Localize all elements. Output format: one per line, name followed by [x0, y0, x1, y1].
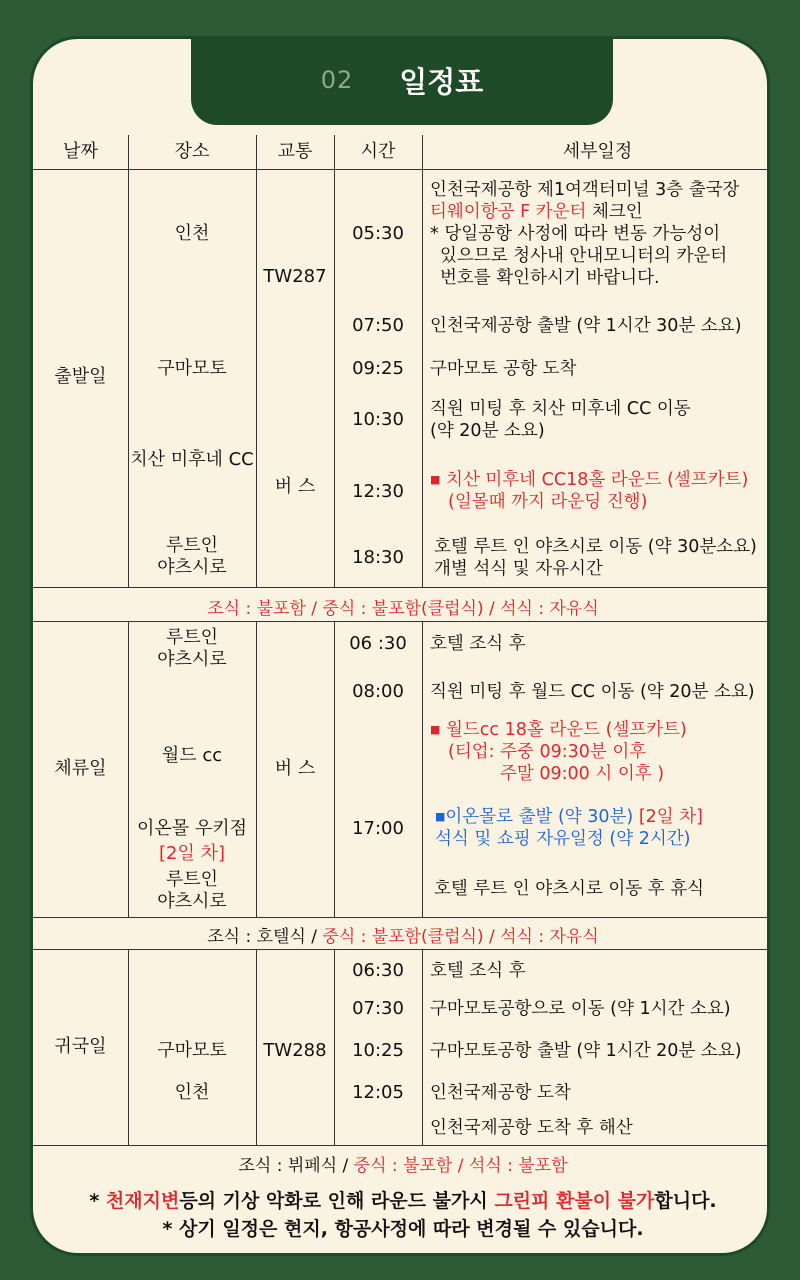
notice-change: * 상기 일정은 현지, 항공사정에 따라 변경될 수 있습니다.: [162, 1218, 644, 1240]
meal-info: [33, 1151, 770, 1176]
time: 05:30: [352, 223, 404, 244]
square-bullet-icon: ■: [430, 473, 441, 486]
time: 12:05: [352, 1082, 404, 1103]
notice-text: 합니다.: [654, 1190, 717, 1212]
place: 월드 cc: [161, 745, 223, 766]
col-header-time: 시간: [360, 141, 396, 162]
transport: TW288: [263, 1040, 327, 1061]
divider: [33, 587, 770, 588]
detail-line: 석식 및 쇼핑 자유일정 (약 2시간): [435, 829, 691, 849]
transport: 버 스: [274, 758, 316, 779]
detail-text: 이온몰로 출발 (약 30분): [445, 807, 634, 827]
divider: [33, 949, 770, 950]
detail-line: 직원 미팅 후 치산 미후네 CC 이동: [430, 399, 691, 419]
divider: [33, 917, 770, 918]
time: 12:30: [352, 481, 404, 502]
place-line: 야츠시로: [157, 649, 227, 670]
notice-highlight: 천재지변: [105, 1190, 180, 1212]
time: 18:30: [352, 547, 404, 568]
meal-text: 중식 : 불포함 / 석식 : 불포함: [353, 1156, 568, 1176]
time: 07:50: [352, 315, 404, 336]
detail-line: 구마모토공항 출발 (약 1시간 20분 소요): [430, 1041, 742, 1061]
time: 08:00: [352, 681, 404, 702]
notice-text: 등의 기상 악화로 인해 라운드 불가시: [179, 1190, 495, 1212]
detail-line: 구마모토 공항 도착: [430, 359, 577, 379]
place-line: 야츠시로: [157, 891, 227, 912]
notice-highlight: 그린피 환불이 불가: [494, 1190, 655, 1212]
detail-badge: [2일 차]: [638, 807, 704, 827]
time: 17:00: [352, 818, 404, 839]
detail-block: [430, 179, 739, 289]
place-line: 루트인: [165, 535, 219, 556]
place: 인천: [174, 1082, 210, 1103]
day-label: 체류일: [54, 758, 107, 779]
meal-text: 중식 : 불포함(클럽식) / 석식 : 자유식: [322, 927, 599, 947]
detail-line: [430, 201, 739, 223]
meal-info: [33, 922, 770, 947]
detail-text: 치산 미후네 CC18홀 라운드 (셀프카트): [445, 470, 749, 490]
place: 치산 미후네 CC: [130, 449, 254, 470]
transport: TW287: [263, 266, 327, 287]
place: 구마모토: [157, 358, 227, 379]
square-bullet-icon: ■: [435, 810, 446, 823]
divider: [33, 169, 770, 170]
detail-block: [430, 398, 691, 442]
detail-line: [430, 469, 748, 491]
detail-block: [430, 719, 687, 785]
detail-line: 호텔 루트 인 야츠시로 이동 (약 30분소요): [434, 537, 757, 557]
detail-block: [434, 536, 757, 580]
detail-line: (일몰때 까지 라운딩 진행): [448, 492, 648, 512]
detail-block: [435, 806, 703, 850]
divider: [422, 949, 423, 1145]
time: 06 :30: [349, 633, 407, 654]
meal-text: 조식 : 호텔식 /: [207, 927, 323, 947]
detail-line: 호텔 조식 후: [430, 961, 526, 981]
detail-line: 구마모토공항으로 이동 (약 1시간 소요): [430, 999, 731, 1019]
detail-line: (약 20분 소요): [430, 421, 545, 441]
notice-text: *: [89, 1190, 106, 1212]
header-tab: [191, 36, 613, 125]
detail-line: 개별 석식 및 자유시간: [434, 559, 603, 579]
col-header-place: 장소: [174, 141, 210, 162]
place: [128, 535, 256, 579]
detail-highlight: 티웨이항공 F 카운터: [430, 202, 587, 222]
place: 이온몰 우키점: [136, 818, 248, 839]
detail-line: 호텔 루트 인 야츠시로 이동 후 휴식: [434, 879, 705, 899]
place-badge: [2일 차]: [159, 843, 225, 864]
detail-line: (티업: 주중 09:30분 이후: [448, 742, 647, 762]
time: 09:25: [352, 358, 404, 379]
schedule-card: [30, 36, 770, 1256]
col-header-detail: 세부일정: [562, 141, 633, 162]
divider: [422, 621, 423, 917]
detail-line: 호텔 조식 후: [430, 634, 526, 654]
detail-line: 인천국제공항 제1여객터미널 3층 출국장: [430, 180, 740, 200]
detail-text: 체크인: [586, 202, 643, 222]
col-header-transport: 교통: [277, 141, 313, 162]
detail-line: 직원 미팅 후 월드 CC 이동 (약 20분 소요): [430, 682, 755, 702]
detail-line: [435, 806, 703, 828]
time: 07:30: [352, 998, 404, 1019]
meal-info: 조식 : 불포함 / 중식 : 불포함(클럽식) / 석식 : 자유식: [207, 599, 599, 619]
divider: [33, 621, 770, 622]
place: [128, 869, 256, 913]
detail-line: 인천국제공항 도착: [430, 1083, 571, 1103]
time: 10:25: [352, 1040, 404, 1061]
divider: [422, 135, 423, 169]
meal-text: 조식 : 뷔페식 /: [238, 1156, 354, 1176]
detail-line: 인천국제공항 도착 후 해산: [430, 1118, 633, 1138]
page-title: 일정표: [399, 64, 484, 99]
col-header-date: 날짜: [63, 141, 98, 162]
divider: [128, 135, 129, 169]
transport: 버 스: [274, 476, 316, 497]
detail-line: 있으므로 청사내 안내모니터의 카운터: [440, 246, 728, 266]
divider: [256, 169, 257, 587]
time: 06:30: [352, 960, 404, 981]
divider: [33, 1145, 770, 1146]
section-number: 02: [320, 66, 354, 94]
divider: [334, 135, 335, 169]
place-line: 루트인: [165, 627, 219, 648]
divider: [256, 135, 257, 169]
divider: [422, 169, 423, 587]
day-label: 출발일: [54, 366, 107, 387]
day-label: 귀국일: [54, 1036, 107, 1057]
detail-line: 인천국제공항 출발 (약 1시간 30분 소요): [430, 316, 742, 336]
detail-line: 번호를 확인하시기 바랍니다.: [440, 268, 660, 288]
time: 10:30: [352, 409, 404, 430]
square-bullet-icon: ■: [430, 723, 441, 736]
place: [128, 627, 256, 671]
place-line: 야츠시로: [157, 557, 227, 578]
detail-block: [430, 469, 748, 513]
notice-refund: [33, 1187, 770, 1215]
detail-text: 월드cc 18홀 라운드 (셀프카트): [445, 720, 687, 740]
place-line: 루트인: [165, 869, 219, 890]
detail-line: 주말 09:00 시 이후 ): [500, 764, 665, 784]
divider: [334, 621, 335, 917]
place: 인천: [174, 223, 210, 244]
detail-line: * 당일공항 사정에 따라 변동 가능성이: [430, 224, 721, 244]
detail-line: [430, 719, 687, 741]
place: 구마모토: [157, 1040, 227, 1061]
